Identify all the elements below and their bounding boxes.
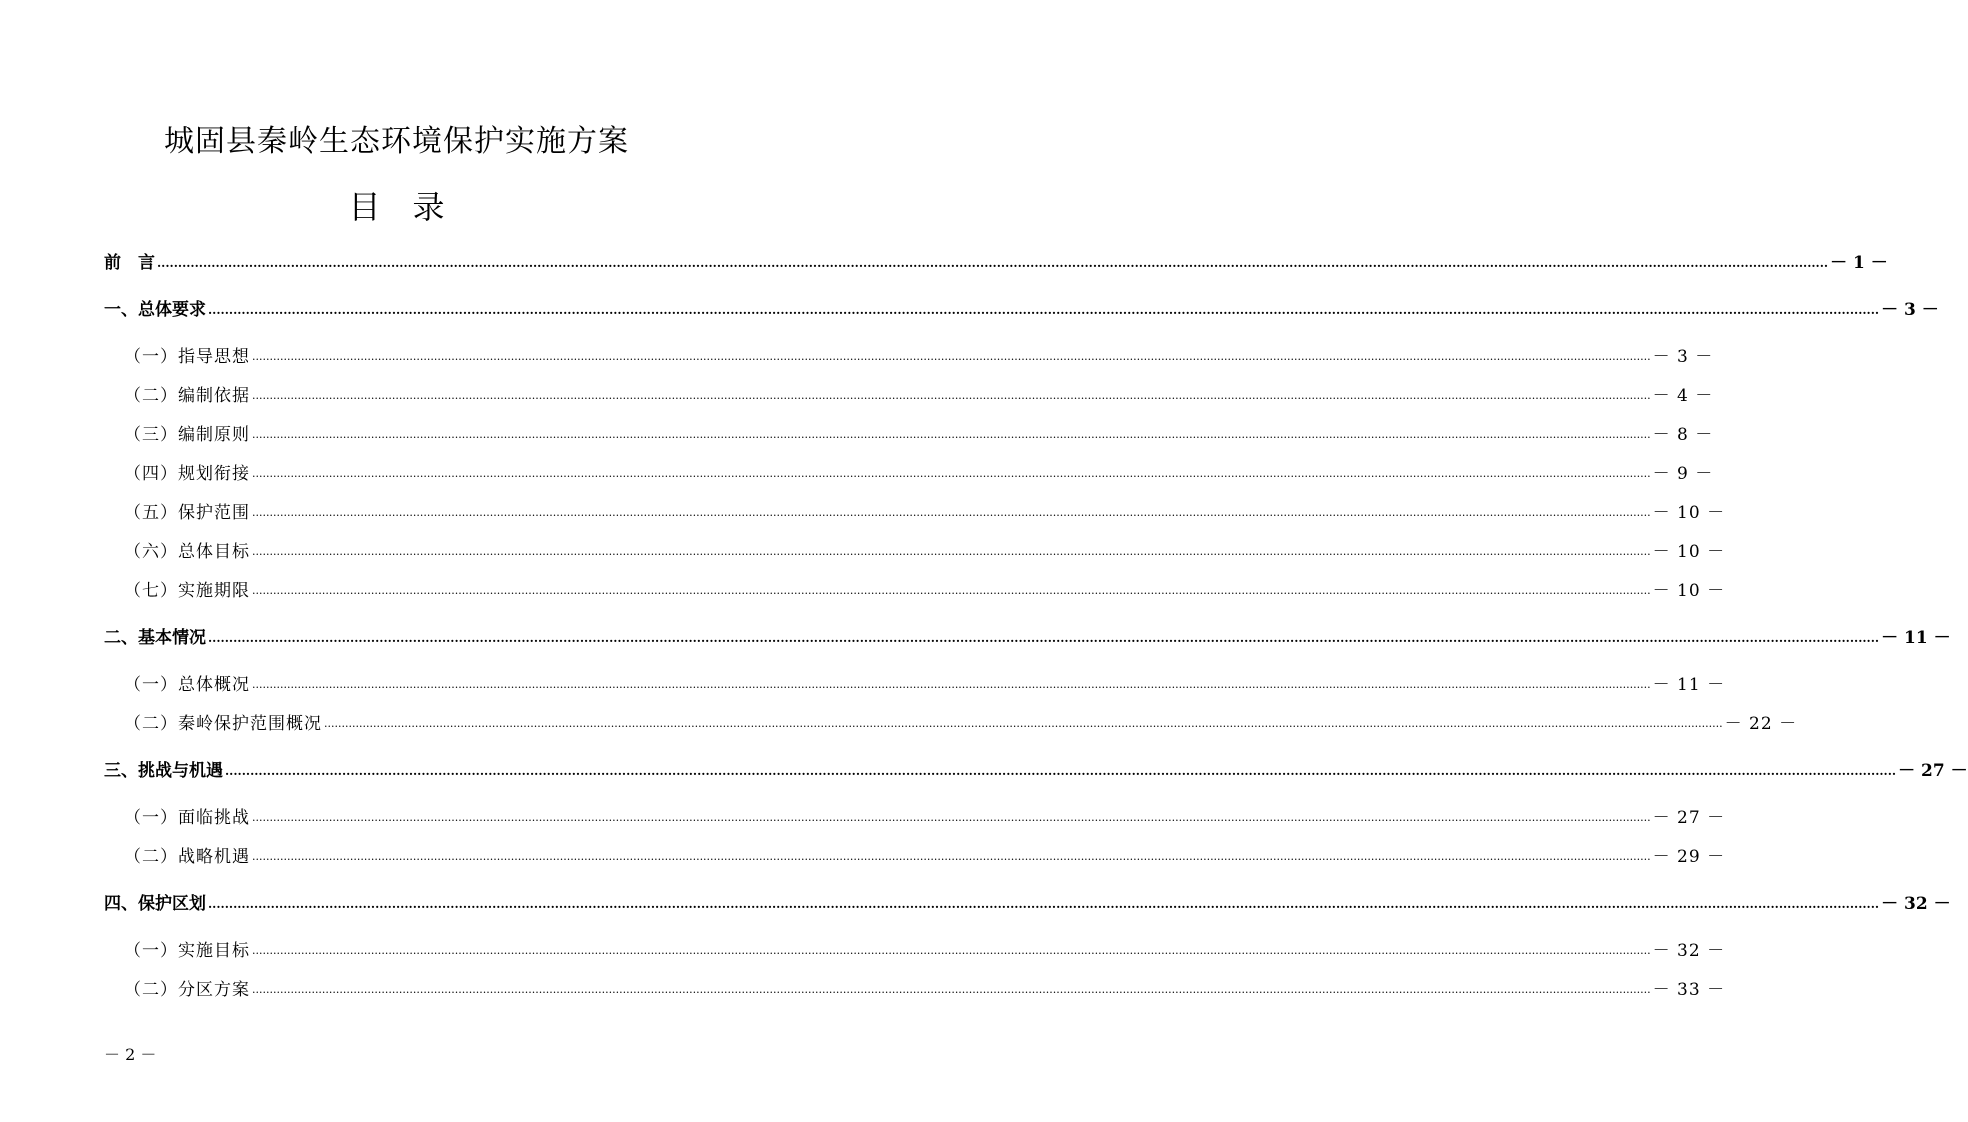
toc-entry-label: （二）编制依据 — [124, 386, 250, 406]
toc-entry[interactable] — [104, 753, 1968, 781]
toc-entry-page-number: － 3 － — [1881, 300, 1939, 320]
toc-entry-page-number: － 32 － — [1652, 941, 1726, 961]
toc-entry-page-number: － 11 － — [1881, 628, 1951, 648]
toc-entry[interactable] — [104, 620, 1951, 648]
toc-leader-dots: ................................................................................................................................................................................................................................................................................................................................................................................................................ — [324, 717, 1723, 730]
toc-entry-label: 前 言 — [104, 253, 155, 273]
toc-leader-dots: ................................................................................................................................................................................................................................................................................................................................................................................................................ — [208, 631, 1880, 645]
toc-entry-label: 三、挑战与机遇 — [104, 761, 223, 781]
toc-entry[interactable] — [104, 456, 1714, 484]
toc-entry[interactable] — [104, 417, 1714, 445]
toc-leader-dots: ................................................................................................................................................................................................................................................................................................................................................................................................................ — [252, 506, 1651, 519]
toc-entry[interactable] — [104, 706, 1798, 734]
toc-entry[interactable] — [104, 886, 1951, 914]
toc-leader-dots: ................................................................................................................................................................................................................................................................................................................................................................................................................ — [252, 983, 1651, 996]
page-number-footer: － 2 － — [104, 1045, 157, 1064]
toc-leader-dots: ................................................................................................................................................................................................................................................................................................................................................................................................................ — [252, 389, 1651, 402]
toc-entry-label: （六）总体目标 — [124, 542, 250, 562]
toc-leader-dots: ................................................................................................................................................................................................................................................................................................................................................................................................................ — [208, 303, 1880, 317]
toc-leader-dots: ................................................................................................................................................................................................................................................................................................................................................................................................................ — [252, 350, 1651, 363]
document-title: 城固县秦岭生态环境保护实施方案 — [164, 124, 629, 159]
toc-entry-page-number: － 4 － — [1652, 386, 1714, 406]
toc-heading: 目 录 — [348, 188, 445, 226]
toc-entry-label: （五）保护范围 — [124, 503, 250, 523]
toc-leader-dots: ................................................................................................................................................................................................................................................................................................................................................................................................................ — [252, 584, 1651, 597]
toc-entry-label: 四、保护区划 — [104, 894, 206, 914]
toc-entry[interactable] — [104, 839, 1726, 867]
toc-entry-page-number: － 9 － — [1652, 464, 1714, 484]
toc-entry-label: （一）指导思想 — [124, 347, 250, 367]
toc-entry-label: 一、总体要求 — [104, 300, 206, 320]
toc-entry[interactable] — [104, 495, 1726, 523]
toc-entry-page-number: － 10 － — [1652, 503, 1726, 523]
toc-entry-page-number: － 1 － — [1830, 253, 1888, 273]
toc-entry[interactable] — [104, 378, 1714, 406]
toc-entry[interactable] — [104, 339, 1714, 367]
toc-entry-page-number: － 10 － — [1652, 542, 1726, 562]
toc-entry-page-number: － 22 － — [1724, 714, 1798, 734]
toc-entry[interactable] — [104, 534, 1726, 562]
toc-entry-page-number: － 27 － — [1898, 761, 1968, 781]
toc-entry-label: （一）面临挑战 — [124, 808, 250, 828]
toc-entry-label: （四）规划衔接 — [124, 464, 250, 484]
toc-entry[interactable] — [104, 933, 1726, 961]
toc-entry-label: （二）秦岭保护范围概况 — [124, 714, 322, 734]
toc-entry[interactable] — [104, 292, 1939, 320]
toc-leader-dots: ................................................................................................................................................................................................................................................................................................................................................................................................................ — [252, 811, 1651, 824]
toc-entry-page-number: － 10 － — [1652, 581, 1726, 601]
toc-entry[interactable] — [104, 573, 1726, 601]
toc-entry-label: （二）分区方案 — [124, 980, 250, 1000]
toc-entry-label: （二）战略机遇 — [124, 847, 250, 867]
toc-entry-page-number: － 8 － — [1652, 425, 1714, 445]
toc-leader-dots: ................................................................................................................................................................................................................................................................................................................................................................................................................ — [208, 897, 1880, 911]
toc-leader-dots: ................................................................................................................................................................................................................................................................................................................................................................................................................ — [252, 678, 1651, 691]
toc-leader-dots: ................................................................................................................................................................................................................................................................................................................................................................................................................ — [157, 256, 1829, 270]
toc-leader-dots: ................................................................................................................................................................................................................................................................................................................................................................................................................ — [252, 944, 1651, 957]
toc-leader-dots: ................................................................................................................................................................................................................................................................................................................................................................................................................ — [225, 764, 1897, 778]
toc-leader-dots: ................................................................................................................................................................................................................................................................................................................................................................................................................ — [252, 545, 1651, 558]
toc-entry-label: （三）编制原则 — [124, 425, 250, 445]
toc-entry-label: （一）总体概况 — [124, 675, 250, 695]
toc-entry[interactable] — [104, 972, 1726, 1000]
toc-entry[interactable] — [104, 800, 1726, 828]
toc-entry-label: （一）实施目标 — [124, 941, 250, 961]
toc-entry-page-number: － 3 － — [1652, 347, 1714, 367]
toc-entry-page-number: － 11 － — [1652, 675, 1726, 695]
toc-entry-label: （七）实施期限 — [124, 581, 250, 601]
toc-entry-page-number: － 27 － — [1652, 808, 1726, 828]
toc-leader-dots: ................................................................................................................................................................................................................................................................................................................................................................................................................ — [252, 850, 1651, 863]
toc-entry-label: 二、基本情况 — [104, 628, 206, 648]
toc-leader-dots: ................................................................................................................................................................................................................................................................................................................................................................................................................ — [252, 467, 1651, 480]
toc-entry[interactable] — [104, 245, 1888, 273]
toc-entry-page-number: － 32 － — [1881, 894, 1951, 914]
toc-entry-page-number: － 29 － — [1652, 847, 1726, 867]
toc-leader-dots: ................................................................................................................................................................................................................................................................................................................................................................................................................ — [252, 428, 1651, 441]
toc-entry-page-number: － 33 － — [1652, 980, 1726, 1000]
toc-entry[interactable] — [104, 667, 1726, 695]
